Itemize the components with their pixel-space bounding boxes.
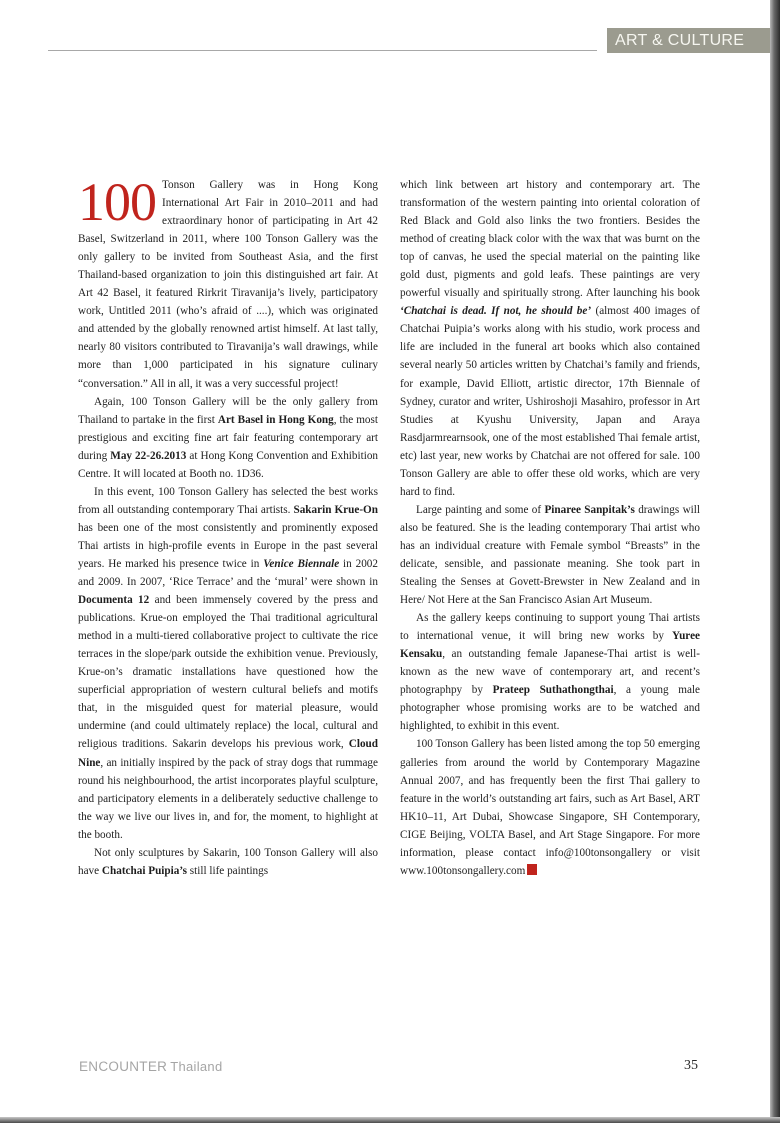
text-run: Art Basel in Hong Kong — [217, 413, 334, 426]
footer-brand-name: ENCOUNTER — [79, 1059, 168, 1074]
article-paragraph — [78, 393, 378, 483]
text-run: May 22-26.2013 — [110, 449, 187, 462]
text-run: , the most prestigious and exciting fine art fair featuring contemporary art during — [78, 413, 378, 462]
text-run: drawings will also be featured. She is the leading contemporary Thai artist who has an individual creature with Female symbol “Breasts” in the delicate, sensible, and passionate meaning. She took part in Stealing the Senses at Govett-Brewster in New Zealand and in Here/ Not Here at the San Francisco Asian Art Museum. — [400, 503, 700, 607]
text-run: Venice Biennale — [263, 557, 340, 570]
text-run: Chatchai Puipia’s — [101, 864, 187, 877]
text-run: still life paintings — [186, 864, 269, 877]
text-run: Tonson Gallery was in Hong Kong International Art Fair in 2010–2011 and had extraordinary honor of participating in Art 42 Basel, Switzerland in 2011, where 100 Tonson Gallery was the only gallery to be invited from Southeast Asia, and the first Thailand-based organization to join this distinguished art fair. At Art 42 Basel, it featured Rirkrit Tiravanija’s lively, participatory work, Untitled 2011 (who’s afraid of ....), which was originated and attended by the globally renowned artist himself. At last tally, nearly 80 visitors contributed to Tiravanija’s wall drawings, while more than 1,000 participated in his signature culinary “conversation.” All in all, it was a very successful project! — [78, 179, 378, 390]
article-paragraph — [400, 176, 700, 501]
text-run: As the gallery keeps continuing to support young Thai artists to international venue, it will bring new works by — [400, 612, 700, 643]
text-run: In this event, 100 Tonson Gallery has selected the best works from all outstanding contemporary Thai artists. — [78, 485, 378, 516]
article-column-left — [78, 172, 379, 880]
footer-brand — [79, 1059, 222, 1074]
text-run: Prateep Suthathongthai — [492, 684, 614, 697]
text-run: (almost 400 images of Chatchai Puipia’s works along with his studio, work process and life are included in the funeral art books which also contained several nearly 50 articles written by Chatchai’s family and friends, for example, David Elliott, artistic director, 17th Biennale of Sydney, curator and writer, Ushiroshoji Masahiro, professor in Art Studies at Kyushu University, Japan and Araya Rasdjarmrearnsook, one of the most established Thai female artist, etc) last year, new works by Chatchai are not offered for sale. 100 Tonson Gallery are able to offer these old works, which are very hard to find. — [400, 305, 700, 498]
section-tab: ART & CULTURE — [607, 28, 770, 53]
text-run: 100 Tonson Gallery has been listed among the top 50 emerging galleries from around the world by Contemporary Magazine Annual 2007, and has frequently been the first Thai gallery to feature in the world’s outstanding art fairs, such as Art Basel, ART HK10–11, Art Dubai, Showcase Singapore, SH Contemporary, CIGE Beijing, VOLTA Basel, and Art Stage Singapore. For more information, please contact info@100tonsongallery or visit www.100tonsongallery.com — [400, 738, 700, 877]
header-rule — [48, 50, 597, 51]
text-run: , an outstanding female Japanese-Thai artist is well-known as the new wave of contemporary art, and recent’s photographpy by — [400, 648, 700, 697]
text-run: ‘Chatchai is dead. If not, he should be’ — [400, 305, 592, 318]
article-paragraph — [78, 844, 378, 880]
text-run: Documenta 12 — [78, 594, 150, 607]
text-run: Large painting and some of — [416, 503, 545, 516]
page-edge-shadow — [770, 0, 780, 1123]
article-paragraph — [78, 483, 378, 844]
text-run: Sakarin Krue-On — [293, 503, 378, 516]
text-run: , a young male photographer whose promising works are to be watched and highlighted, to exhibit in this event. — [400, 684, 700, 733]
text-run: in 2002 and 2009. In 2007, ‘Rice Terrace’ and the ‘mural’ were shown in — [78, 557, 378, 589]
text-run: , an initially inspired by the pack of stray dogs that rummage round his neighbourhood, the artist incorporates playful sculpture, and participatory elements in a deliberately seductive challenge to the way we live our lives in, and for, the moment, to highlight at the booth. — [78, 756, 378, 841]
text-run: Pinaree Sanpitak’s — [544, 503, 635, 516]
text-run: which link between art history and contemporary art. The transformation of the western painting into oriental coloration of Red Black and Gold also links the two frontiers. Besides the method of creating black color with the wax that was burnt on the top of canvas, he used the special material on the painting like gold dust, pigments and gold leafs. These paintings are very powerful visually and spiritually strong. After launching his book — [400, 179, 700, 300]
page-number: 35 — [684, 1058, 698, 1073]
text-run: Again, 100 Tonson Gallery will be the only gallery from Thailand to partake in the first — [78, 395, 378, 426]
text-run: Cloud Nine — [78, 738, 378, 769]
text-run: Not only sculptures by Sakarin, 100 Tonson Gallery will also have — [78, 846, 378, 877]
end-mark-icon — [527, 864, 537, 875]
drop-cap: 100 — [78, 172, 156, 232]
article-paragraph — [400, 501, 700, 609]
article-paragraph — [400, 735, 700, 879]
article-column-right — [400, 176, 700, 880]
text-run: and been immensely covered by the press and publications. Krue-on employed the Thai traditional agricultural method in a multi-tiered collaborative project to cultivate the rice terraces in the slope/park outside the exhibition venue. Previously, Krue-on’s dramatic installations have questioned how the superficial appropriation of western cultural beliefs and motifs that, in the misguided quest for material pleasure, would undermine (and could ultimately replace) the local, cultural and religious traditions. Sakarin develops his previous work, — [78, 594, 378, 751]
article-paragraph — [400, 609, 700, 735]
page-bottom-shadow — [0, 1117, 780, 1123]
footer-country: Thailand — [170, 1059, 223, 1074]
text-run: at Hong Kong Convention and Exhibition Centre. It will located at Booth no. 1D36. — [78, 449, 379, 480]
text-run: Yuree Kensaku — [400, 630, 700, 661]
text-run: has been one of the most consistently and prominently exposed Thai artists in high-profile events in Europe in the past several years. He marked his presence twice in — [78, 521, 378, 570]
